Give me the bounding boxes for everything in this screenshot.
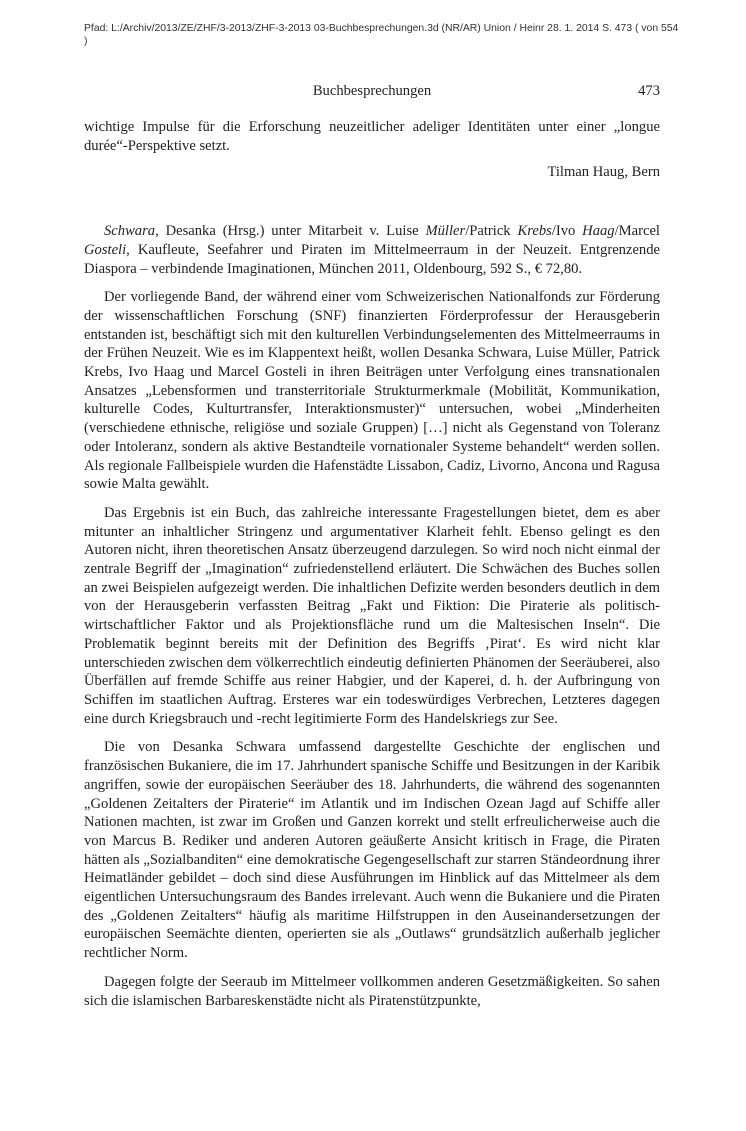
previous-review-closing: wichtige Impulse für die Erforschung neuzeitlicher adeliger Identitäten unter einer „longue durée“-Perspektive setzt. [84,119,660,154]
page-number: 473 [638,83,660,99]
review-paragraph: Der vorliegende Band, der während einer vom Schweizerischen Nationalfonds zur Förderung der wissenschaftlichen Forschung (SNF) finanzierten Förderprofessur der Herausgeberin entstanden ist, beschäftigt sich mit den kulturellen Verbindungselementen des Mittelmeerraums in der Frühen Neuzeit. Wie es im Klappentext heißt, wollen Desanka Schwara, Luise Müller, Patrick Krebs, Ivo Haag und Marcel Gosteli in ihren Beiträgen unter Verfolgung eines transnationalen Ansatzes „Lebensformen und transterritoriale Strukturmerkmale (Mobilität, Kommunikation, kulturelle Codes, Kulturtransfer, Interaktionsmuster)“ untersuchen, wobei „Minderheiten (verschiedene ethnische, religiöse und soziale Gruppen) […] nicht als Gegenstand von Toleranz oder Intoleranz, sondern als aktive Bestandteile vornationaler Systeme behandelt“ werden sollen. Als regionale Fallbeispiele wurden die Hafenstädte Lissabon, Cadiz, Livorno, Ancona und Ragusa sowie Malta gewählt. [84,289,660,493]
review-paragraph: Die von Desanka Schwara umfassend dargestellte Geschichte der englischen und französischen Bukaniere, die im 17. Jahrhundert spanische Schiffe und Besitzungen in der Karibik angriffen, sowie der europäischen Seeräuber des 18. Jahrhunderts, die während des sogenannten „Goldenen Zeitalters der Piraterie“ im Atlantik und im Indischen Ozean Jagd auf Schiffe aller Nationen machten, ist zwar im Großen und Ganzen korrekt und stellt erfreulicherweise auch die von Marcus B. Rediker und anderen Autoren geäußerte Ansicht kritisch in Frage, die Piraten hätten als „Sozialbanditen“ eine demokratische Gegengesellschaft zur starren Ständeordnung ihrer Heimatländer gebildet – doch sind diese Ausführungen im Hinblick auf das Mittelmeer als dem eigentlichen Untersuchungsraum des Bandes irrelevant. Auch wenn die Bukaniere und die Piraten des „Goldenen Zeitalters“ häufig als maritime Hilfstruppen in den Auseinandersetzungen der europäischen Seemächte dienten, operierten sie als „Outlaws“ grundsätzlich außerhalb jeglicher rechtlicher Norm. [84,739,660,962]
book-citation [84,222,660,278]
collaborator-surname: Gosteli [84,241,127,258]
citation-title: , Kaufleute, Seefahrer und Piraten im Mittelmeerraum in der Neuzeit. Entgrenzende Diaspora – verbindende Imaginationen, München 2011, Oldenbourg, 592 S., € 72,80. [84,241,660,277]
section-title: Buchbesprechungen [312,83,432,99]
collaborator-surname: Haag [582,223,615,240]
citation-part: /Ivo [551,223,583,240]
citation-part: , Desanka (Hrsg.) unter Mitarbeit v. Luise [155,223,426,240]
citation-part: /Patrick [465,223,518,240]
file-path-line: Pfad: L:/Archiv/2013/ZE/ZHF/3-2013/ZHF-3-2013 03-Buchbesprechungen.3d (NR/AR) Union / Heinr 28. 1. 2014 S. 473 ( von 554 ) [84,23,679,47]
page-body [84,118,660,1010]
collaborator-surname: Krebs [517,223,552,240]
reviewer-signature: Tilman Haug, Bern [547,164,660,181]
collaborator-surname: Müller [425,223,466,240]
citation-part: /Marcel [614,223,660,240]
editor-surname: Schwara [104,223,156,240]
review-paragraph: Dagegen folgte der Seeraub im Mittelmeer vollkommen anderen Gesetzmäßigkeiten. So sahen sich die islamischen Barbareskenstädte nicht als Piratenstützpunkte, [84,973,660,1009]
review-paragraph: Das Ergebnis ist ein Buch, das zahlreiche interessante Fragestellungen bietet, dem es aber mitunter an inhaltlicher Stringenz und argumentativer Klarheit fehlt. Ebenso gelingt es den Autoren nicht, ihren theoretischen Ansatz überzeugend darzulegen. So wird noch nicht einmal der zentrale Begriff der „Imagination“ zufriedenstellend erläutert. Die Schwächen des Buches sollen an zwei Beispielen aufgezeigt werden. Die inhaltlichen Defizite werden besonders deutlich in dem von der Herausgeberin verfassten Beitrag „Fakt und Fiktion: Die Piraterie als politisch-wirtschaftlicher Faktor und als Projektionsfläche rund um die Maltesischen Inseln“. Die Problematik beginnt bereits mit der Definition des Begriffs ‚Pirat‘. Es wird nicht klar unterschieden zwischen dem völkerrechtlich eindeutig definierten Phänomen der Seeräuberei, also Überfällen auf fremde Schiffe aus reiner Habgier, und der Kaperei, d. h. der Aufbringung von Schiffen im staatlichen Auftrag. Ersteres war ein todeswürdiges Verbrechen, Letzteres dagegen eine durch Kriegsbrauch und -recht legitimierte Form des Handelskriegs zur See. [84,504,660,727]
